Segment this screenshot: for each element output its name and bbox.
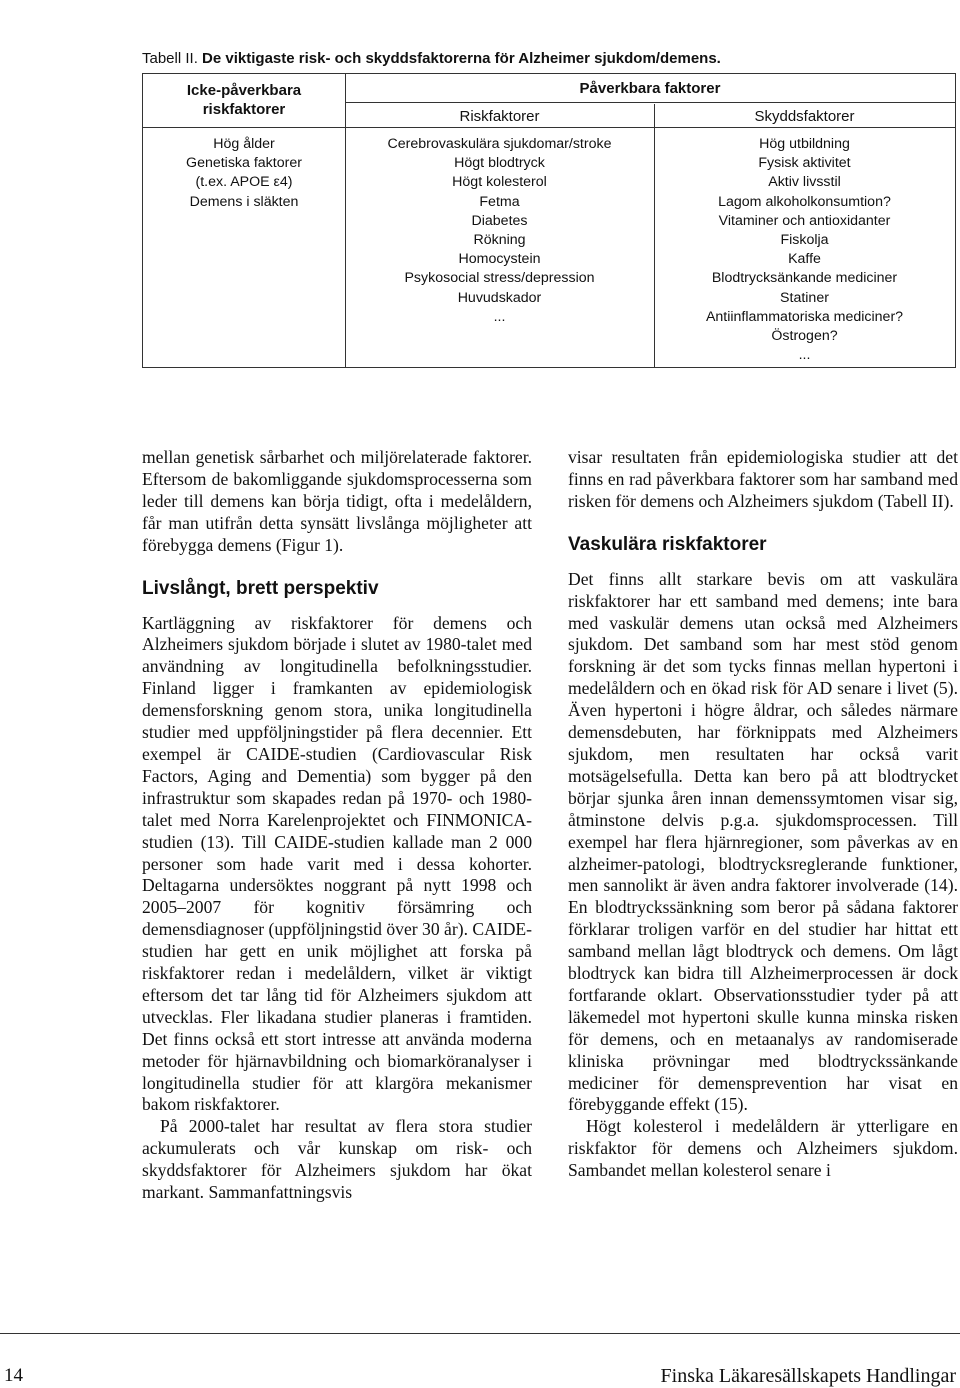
section-heading: Livslångt, brett perspektiv [142, 577, 379, 599]
text-column-right [568, 447, 958, 1182]
table-head-right: Skyddsfaktorer [754, 108, 855, 125]
table-cell: Högt blodtryck [454, 155, 545, 172]
table-cell: ... [798, 347, 811, 364]
table-head-mid: Riskfaktorer [459, 108, 540, 125]
table-head-left-line-2: riskfaktorer [202, 101, 286, 118]
table-cell: Aktiv livsstil [768, 174, 841, 191]
table-divider-group [345, 102, 955, 103]
table-cell: Homocystein [458, 251, 541, 268]
table-cell: Lagom alkoholkonsumtion? [718, 193, 891, 210]
table-cell: Genetiska faktorer [186, 155, 302, 172]
table-cell: ... [493, 308, 506, 325]
table-cell: Demens i släkten [189, 193, 299, 210]
table-col-protective [654, 135, 955, 365]
table-cell: Vitaminer och antioxidanter [718, 212, 891, 229]
table-cell: Cerebrovaskulära sjukdomar/stroke [387, 136, 612, 152]
paragraph: visar resultaten från epidemiologiska studier att det finns en rad påverkbara faktorer som har samband med risken för demens och Alzheimers sjukdom (Tabell II). [568, 447, 958, 511]
paragraph: mellan genetisk sårbarhet och miljörelaterade faktorer. Eftersom de bakomliggande sjukdomsprocesserna som leder till demens kan börja tidigt, ofta i medelåldern, får man utifrån detta synsätt livslånga möjligheter att förebygga demens (Figur 1). [142, 447, 532, 555]
table-cell: Diabetes [471, 212, 528, 229]
risk-factor-table [142, 73, 956, 368]
table-cell: Fiskolja [780, 232, 829, 249]
paragraph: Kartläggning av riskfaktorer för demens och Alzheimers sjukdom började i slutet av 1980-talet med användning av longitudinella befolkningsstudier. Finland ligger i framkanten av epidemiologisk demensforskning genom stora, unika longitudinella studier med uppföljningstider på flera decennier. Ett exempel är CAIDE-studien (Cardiovascular Risk Factors, Aging and Dementia) som bygger på den infrastruktur som skapades redan på 1970- och 1980-talet med Norra Karelenprojektet och FINMONICA-studien (13). Till CAIDE-studien kallade man 2 000 personer som hade varit med i dessa kohorter. Deltagarna undersöktes noggrant på nytt 1998 och 2005–2007 för kognitiv försämring och demensdiagnoser (uppföljningstid över 30 år). CAIDE- studien har gett en unik möjlighet att forska på riskfaktorer redan i medelåldern, vilket är viktigt eftersom det tar lång tid för Alzheimers sjukdom att utvecklas. Fler likadana studier planeras i framtiden. Det finns också ett stort intresse att använda moderna metoder för hjärnavbildning och biomarköranalyser i longitudinella studier för att klargöra mekanismer bakom riskfaktorer. [142, 612, 532, 1115]
journal-name: Finska Läkaresällskapets Handlingar [660, 1365, 956, 1387]
table-cell: Antiinflammatoriska mediciner? [705, 308, 904, 325]
table-cell: Psykosocial stress/depression [404, 270, 595, 287]
table-col-nonmodifiable [143, 135, 345, 212]
paragraph: Högt kolesterol i medelåldern är ytterligare en riskfaktor för demens och Alzheimers sjukdom. Sambandet mellan kolesterol senare i [568, 1116, 958, 1181]
table-cell: Blodtrycksänkande mediciner [711, 270, 898, 287]
table-col-riskfactors [345, 135, 654, 327]
table-cell: Fetma [479, 193, 520, 210]
paragraph: På 2000-talet har resultat av flera stora studier ackumulerats och vår kunskap om risk- och skyddsfaktorer för Alzheimers sjukdom har ökat markant. Sammanfattningsvis [142, 1116, 532, 1203]
table-cell: Rökning [473, 232, 526, 249]
table-head-group: Påverkbara faktorer [579, 80, 721, 97]
table-divider-head [143, 127, 955, 128]
section-heading: Vaskulära riskfaktorer [568, 533, 767, 555]
footer-rule [0, 1333, 960, 1334]
table-caption-label: Tabell II. [142, 50, 198, 67]
table-head-left [143, 81, 345, 119]
table-cell: Huvudskador [457, 289, 542, 306]
table-cell: Kaffe [788, 251, 821, 268]
table-cell: Hög ålder [213, 136, 275, 152]
table-cell: Hög utbildning [759, 136, 850, 152]
table-caption [142, 49, 942, 69]
table-cell: Östrogen? [771, 328, 838, 345]
text-column-left [142, 447, 532, 1204]
page-number: 14 [4, 1365, 23, 1386]
table-cell: Högt kolesterol [452, 174, 547, 191]
table-cell: Statiner [780, 289, 829, 306]
table-cell: (t.ex. APOE ε4) [195, 174, 293, 191]
table-caption-title: De viktigaste risk- och skyddsfaktorerna för Alzheimer sjukdom/demens. [202, 50, 721, 67]
paragraph: Det finns allt starkare bevis om att vaskulära riskfaktorer har ett samband med demens; inte bara med vaskulär demens utan också med Alzheimers sjukdom. Det samband som har mest stöd genom forskning är det som tycks finnas mellan hypertoni i medelåldern och en ökad risk för AD senare i livet (5). Även hypertoni i högre åldrar, och således närmare demensdebuten, har förknippats med Alzheimers sjukdom, men resultaten har också varit motsägelsefulla. Detta kan bero på att blodtrycket börjar sjunka åren innan demenssymtomen visar sig, åtminstone delvis p.g.a. sjukdomsprocessen. Till exempel har flera hjärnregioner, som påverkas av en alzheimer-patologi, blodtrycksreglerande funktioner, men sannolikt är även andra faktorer involverade (14). En blodtryckssänkning som beror på sådana faktorer förklarar troligen varför en del studier har hittat ett samband mellan lågt blodtryck och demens. Om lågt blodtryck kan bidra till Alzheimerprocessen är dock fortfarande oklart. Observationsstudier tyder på att läkemedel mot hypertoni skulle kunna minska risken för demens, och en metaanalys av randomiserade kliniska prövningar med blodtryckssänkande mediciner för demensprevention har visat en förebyggande effekt (15). [568, 568, 958, 1115]
table-head-left-line-1: Icke-påverkbara [186, 82, 302, 99]
table-cell: Fysisk aktivitet [758, 155, 851, 172]
